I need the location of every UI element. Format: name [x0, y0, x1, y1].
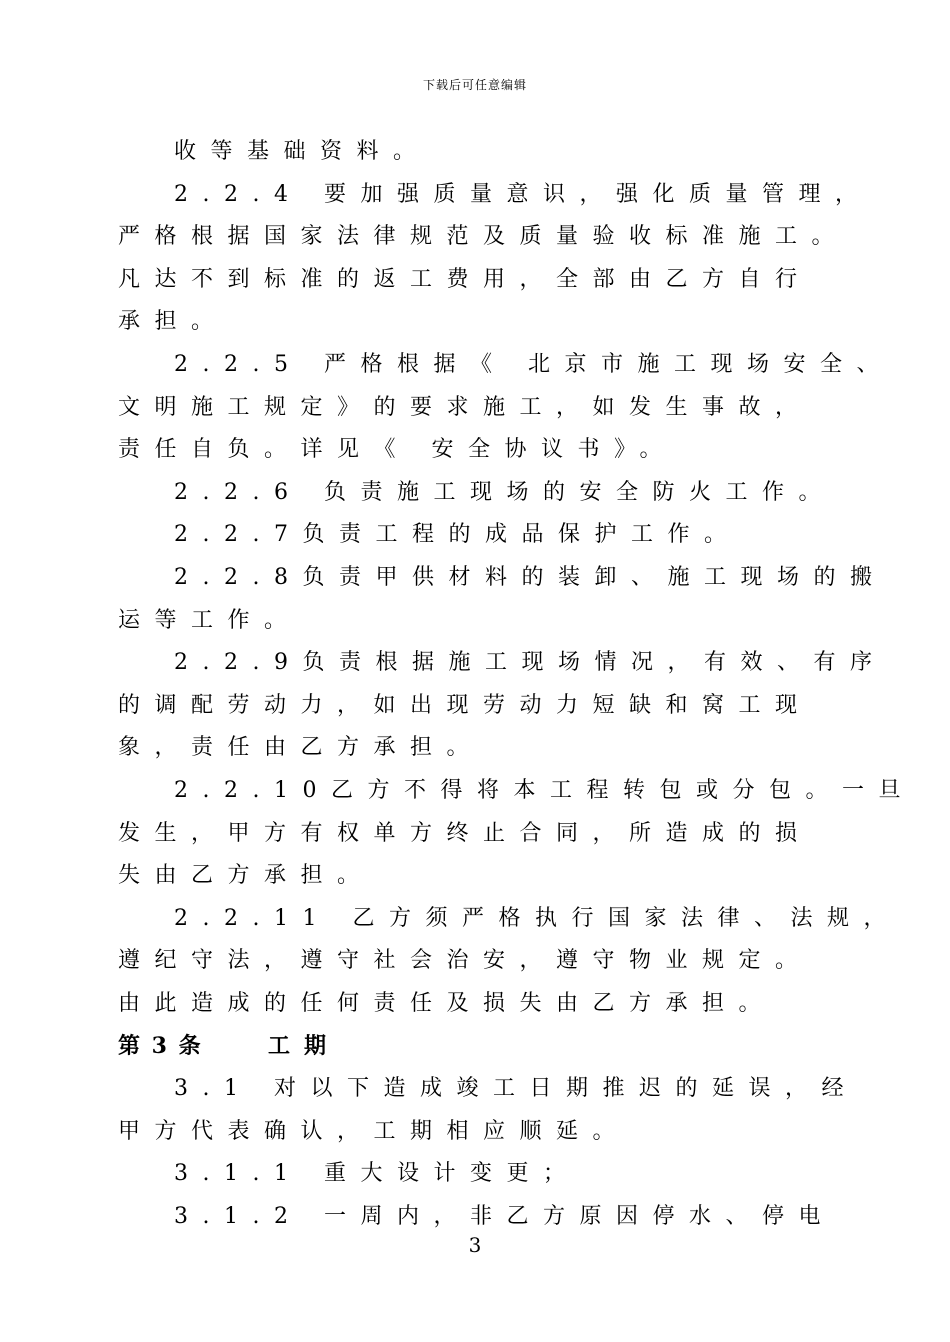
paragraph-line: 遵纪守法，遵守社会治安，遵守物业规定。	[118, 948, 812, 974]
paragraph-line: 3.1.1 重大设计变更；	[174, 1161, 580, 1187]
paragraph-line: 2.2.9负责根据施工现场情况，有效、有序	[174, 650, 887, 676]
paragraph-line: 的调配劳动力，如出现劳动力短缺和窝工现	[118, 692, 812, 718]
paragraph-line: 2.2.8负责甲供材料的装卸、施工现场的搬	[174, 564, 887, 590]
paragraph-line: 2.2.5 严格根据《 北京市施工现场安全、	[174, 351, 893, 377]
section-heading	[118, 1025, 863, 1068]
paragraph-line: 2.2.4 要加强质量意识，强化质量管理，	[174, 181, 872, 207]
page-number: 3	[468, 1233, 482, 1257]
paragraph-line: 由此造成的任何责任及损失由乙方承担。	[118, 990, 776, 1016]
paragraph-line: 凡达不到标准的返工费用，全部由乙方自行	[118, 266, 812, 292]
page-header: 下载后可任意编辑	[422, 78, 527, 92]
paragraph-line: 甲方代表确认，工期相应顺延。	[118, 1118, 630, 1144]
paragraph-line: 发生，甲方有权单方终止合同，所造成的损	[118, 820, 812, 846]
section-title: 工期	[268, 1033, 341, 1060]
paragraph-line: 承担。	[118, 309, 228, 335]
paragraph-line: 责任自负。详见《 安全协议书》。	[118, 437, 676, 463]
paragraph-line: 2.2.11 乙方须严格执行国家法律、法规，	[174, 905, 900, 931]
paragraph-line: 2.2.6 负责施工现场的安全防火工作。	[174, 479, 835, 505]
paragraph-line: 失由乙方承担。	[118, 863, 374, 889]
paragraph-line: 运等工作。	[118, 607, 301, 633]
paragraph-line: 3.1.2 一周内，非乙方原因停水、停电	[174, 1203, 835, 1229]
section-number: 第 3 条	[118, 1033, 203, 1060]
paragraph-line: 收等基础资料。	[174, 139, 430, 164]
paragraph-line: 文明施工规定》的要求施工，如发生事故，	[118, 394, 812, 420]
paragraph-line: 严格根据国家法律规范及质量验收标准施工。	[118, 224, 849, 250]
paragraph-line: 2.2.7负责工程的成品保护工作。	[174, 522, 741, 548]
document-body	[118, 131, 915, 1238]
paragraph-line: 象，责任由乙方承担。	[118, 735, 484, 761]
paragraph-line: 2.2.10乙方不得将本工程转包或分包。一旦	[174, 777, 915, 803]
paragraph-line: 3.1 对以下造成竣工日期推迟的延误，经	[174, 1076, 858, 1102]
